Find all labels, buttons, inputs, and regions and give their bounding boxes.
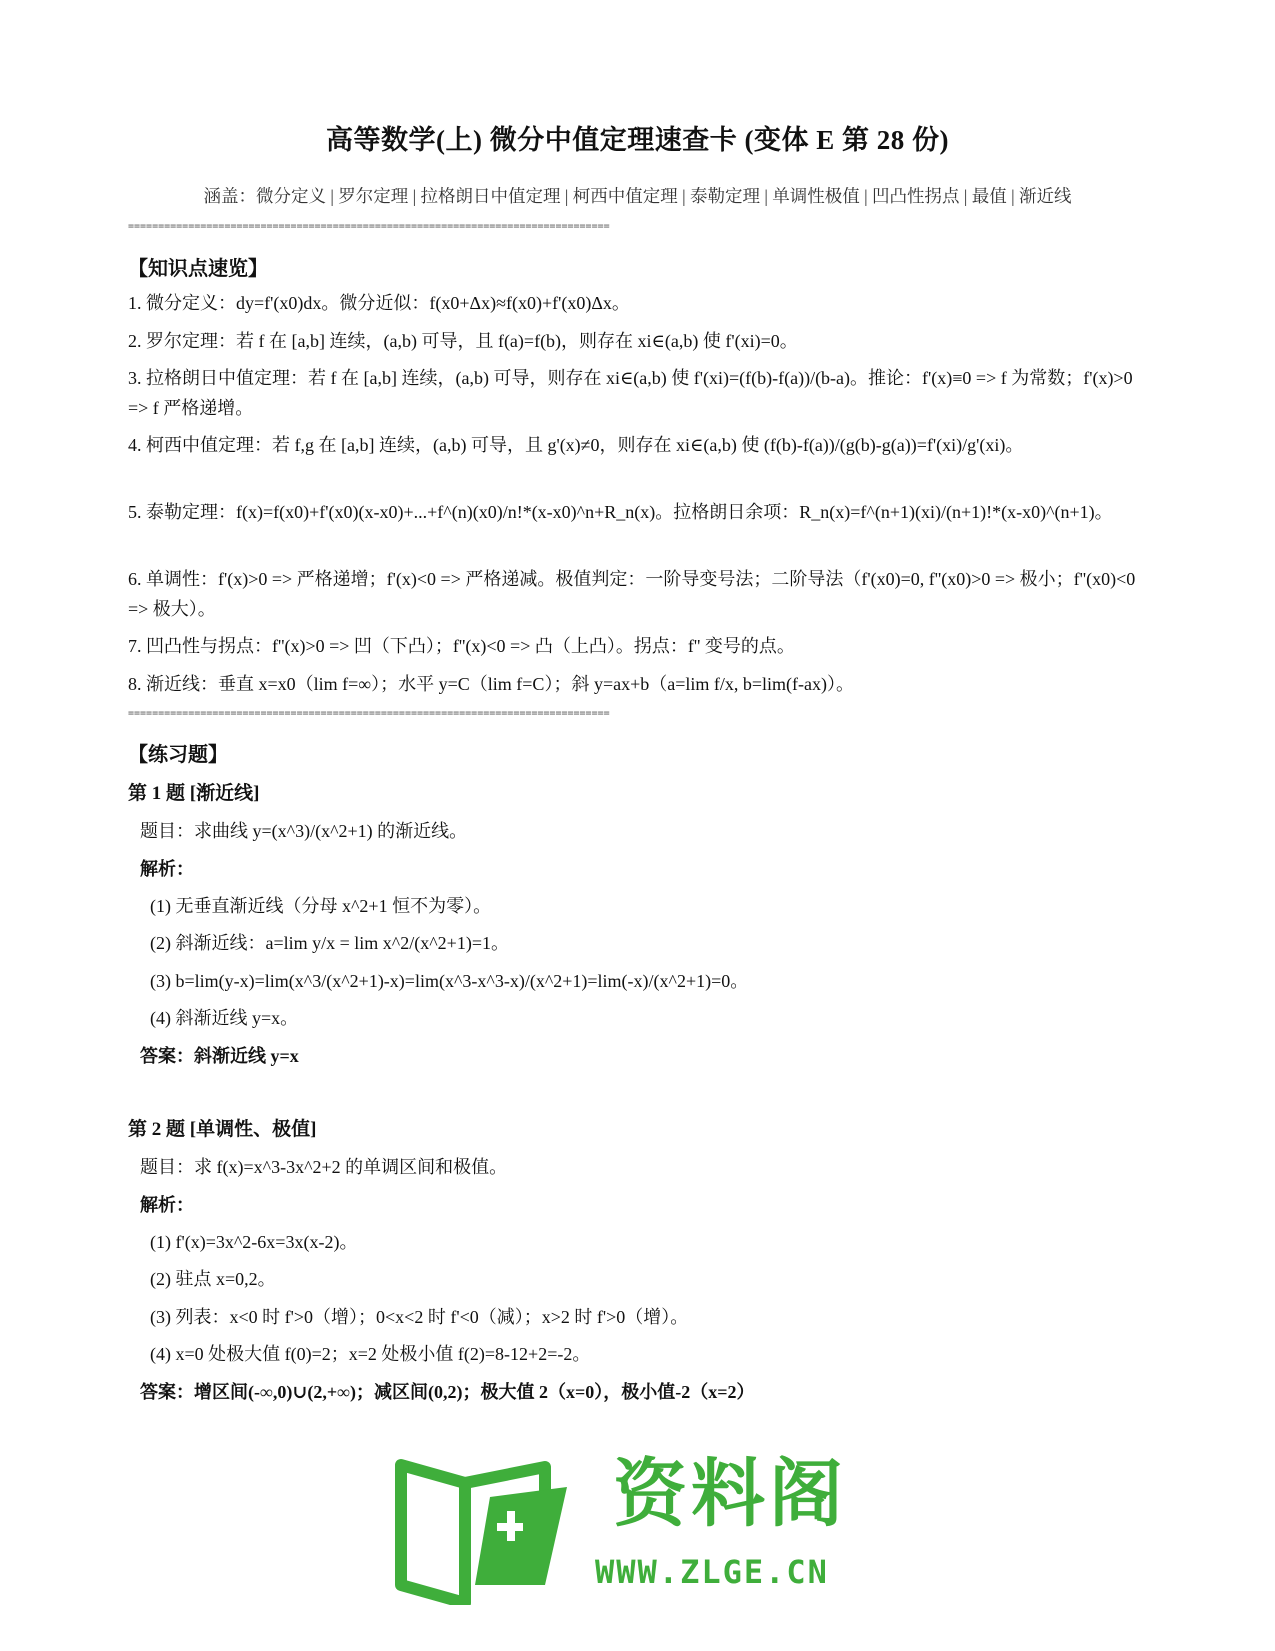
solution-step: (2) 驻点 x=0,2。: [150, 1269, 276, 1289]
question-heading: 第 2 题 [单调性、极值]: [128, 1119, 317, 1140]
solution-step: (4) x=0 处极大值 f(0)=2；x=2 处极小值 f(2)=8-12+2=-2。: [150, 1344, 591, 1364]
solution-step: (2) 斜渐近线：a=lim y/x = lim x^2/(x^2+1)=1。: [150, 933, 509, 953]
question-text: 题目：求 f(x)=x^3-3x^2+2 的单调区间和极值。: [140, 1157, 508, 1177]
knowledge-item: 8. 渐近线：垂直 x=x0（lim f=∞）；水平 y=C（lim f=C）；斜 y=ax+b（a=lim f/x, b=lim(f-ax)）。: [128, 674, 854, 694]
page-title: 高等数学(上) 微分中值定理速查卡 (变体 E 第 28 份): [326, 125, 949, 155]
question-text: 题目：求曲线 y=(x^3)/(x^2+1) 的渐近线。: [140, 821, 468, 841]
knowledge-item: 7. 凹凸性与拐点：f''(x)>0 => 凹（下凸）；f''(x)<0 => 凸（上凸）。拐点：f'' 变号的点。: [128, 636, 795, 656]
analysis-label: 解析：: [140, 859, 194, 879]
solution-step: (4) 斜渐近线 y=x。: [150, 1008, 299, 1028]
watermark-url: WWW.ZLGE.CN: [595, 1553, 829, 1591]
answer-line: 答案：斜渐近线 y=x: [140, 1046, 299, 1066]
question-heading: 第 1 题 [渐近线]: [128, 783, 260, 804]
knowledge-item: 3. 拉格朗日中值定理：若 f 在 [a,b] 连续，(a,b) 可导，则存在 xi∈(a,b) 使 f'(xi)=(f(b)-f(a))/(b-a)。推论：f'(x)≡0 => f 为常数；f'(x)>0 => f 严格递增。: [128, 368, 1133, 418]
solution-step: (1) 无垂直渐近线（分母 x^2+1 恒不为零）。: [150, 896, 492, 916]
knowledge-item: 1. 微分定义：dy=f'(x0)dx。微分近似：f(x0+Δx)≈f(x0)+f'(x0)Δx。: [128, 293, 630, 313]
solution-step: (3) 列表：x<0 时 f'>0（增）；0<x<2 时 f'<0（减）；x>2 时 f'>0（增）。: [150, 1307, 689, 1327]
knowledge-item: 6. 单调性：f'(x)>0 => 严格递增；f'(x)<0 => 严格递减。极值判定：一阶导变号法；二阶导法（f'(x0)=0, f''(x0)>0 => 极小；f''(x0)<0 => 极大）。: [128, 569, 1136, 619]
divider-rule: ================================================================================: [128, 708, 610, 719]
book-folder-logo-icon: [395, 1435, 585, 1605]
watermark: [395, 1435, 875, 1605]
knowledge-item: 4. 柯西中值定理：若 f,g 在 [a,b] 连续，(a,b) 可导，且 g'(x)≠0，则存在 xi∈(a,b) 使 (f(b)-f(a))/(g(b)-g(a))=f'(xi)/g'(xi)。: [128, 435, 1024, 455]
knowledge-item: 2. 罗尔定理：若 f 在 [a,b] 连续，(a,b) 可导，且 f(a)=f(b)，则存在 xi∈(a,b) 使 f'(xi)=0。: [128, 331, 798, 351]
watermark-brand: 资料阁: [613, 1451, 847, 1537]
coverage-line: 涵盖：微分定义 | 罗尔定理 | 拉格朗日中值定理 | 柯西中值定理 | 泰勒定理 | 单调性极值 | 凹凸性拐点 | 最值 | 渐近线: [203, 186, 1072, 206]
exercises-heading: 【练习题】: [128, 744, 228, 766]
solution-step: (3) b=lim(y-x)=lim(x^3/(x^2+1)-x)=lim(x^3-x^3-x)/(x^2+1)=lim(-x)/(x^2+1)=0。: [150, 971, 749, 991]
analysis-label: 解析：: [140, 1195, 194, 1215]
divider-rule: ================================================================================: [128, 221, 610, 232]
knowledge-item: 5. 泰勒定理：f(x)=f(x0)+f'(x0)(x-x0)+...+f^(n)(x0)/n!*(x-x0)^n+R_n(x)。拉格朗日余项：R_n(x)=f^(n+1)(xi)/(n+1)!*(x-x0)^(n+1)。: [128, 502, 1113, 522]
solution-step: (1) f'(x)=3x^2-6x=3x(x-2)。: [150, 1232, 358, 1252]
answer-line: 答案：增区间(-∞,0)∪(2,+∞)；减区间(0,2)；极大值 2（x=0），极小值-2（x=2）: [140, 1382, 755, 1402]
knowledge-heading: 【知识点速览】: [128, 258, 268, 280]
